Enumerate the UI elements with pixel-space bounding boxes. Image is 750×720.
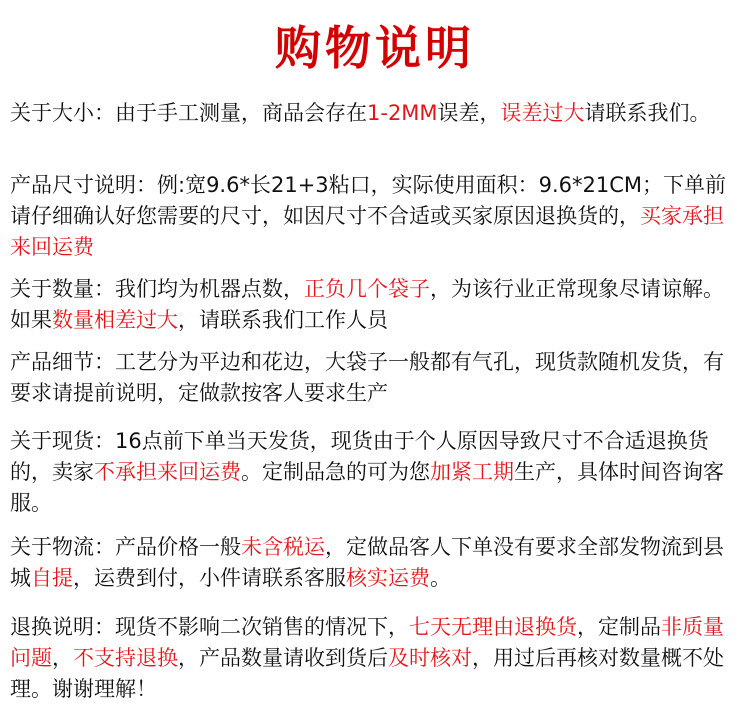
highlight-text: 数量相差过大 [52,308,178,332]
highlight-text: 买家承担来回运费 [10,204,724,259]
body-text: 退换说明：现货不影响二次销售的情况下， [10,615,409,639]
body-text: ，用过后再核对数量概不处理。谢谢理解！ [10,646,724,701]
highlight-text: 正负几个袋子 [304,277,430,301]
body-text: ，产品数量请收到货后 [178,646,388,670]
body-text: ，请联系我们工作人员 [178,308,388,332]
section-details [10,347,740,409]
body-text: 。 [430,566,451,590]
body-text: 请联系我们。 [584,101,711,125]
body-text: 关于现货：16点前下单当天发货，现货由于个人原因导致尺寸不合适退换货的，卖家 [10,429,709,484]
section-quantity [10,274,740,336]
section-stock [10,426,740,519]
body-text: ， [52,646,73,670]
highlight-text: 不承担来回运费 [94,460,241,484]
highlight-text: 自提 [31,566,73,590]
section-size [10,98,740,129]
body-text: 。定制品急的可为您 [241,460,430,484]
highlight-text: 1-2MM [367,101,438,125]
highlight-text: 核实运费 [346,566,430,590]
section-returns [10,612,740,705]
body-text: ，运费到付，小件请联系客服 [73,566,346,590]
body-text: 生产，具体时间咨询客服。 [10,460,724,515]
section-dimensions [10,170,740,263]
page-title: 购物说明 [275,21,475,75]
highlight-text: 未含税运 [241,535,325,559]
highlight-text: 七天无理由退换货 [409,615,577,639]
highlight-text: 不支持退换 [73,646,178,670]
section-logistics [10,532,740,594]
body-text: 关于数量：我们均为机器点数， [10,277,304,301]
body-text: 关于物流：产品价格一般 [10,535,241,559]
body-text: 产品细节：工艺分为平边和花边，大袋子一般都有气孔，现货款随机发货，有要求请提前说明，定做款按客人要求生产 [10,350,724,405]
highlight-text: 及时核对 [388,646,472,670]
body-text: 误差， [437,101,501,125]
body-text: ，定做品客人下单没有要求全部发物流到县城 [10,535,724,590]
highlight-text: 非质量问题 [10,615,724,670]
body-text: ，为该行业正常现象尽请谅解。如果 [10,277,724,332]
body-text: 关于大小：由于手工测量，商品会存在 [10,101,367,125]
body-text: 产品尺寸说明：例:宽9.6*长21+3粘口，实际使用面积：9.6*21CM；下单前请仔细确认好您需要的尺寸，如因尺寸不合适或买家原因退换货的， [10,173,727,228]
highlight-text: 加紧工期 [430,460,514,484]
body-text: ，定制品 [577,615,661,639]
highlight-text: 误差过大 [500,101,585,125]
